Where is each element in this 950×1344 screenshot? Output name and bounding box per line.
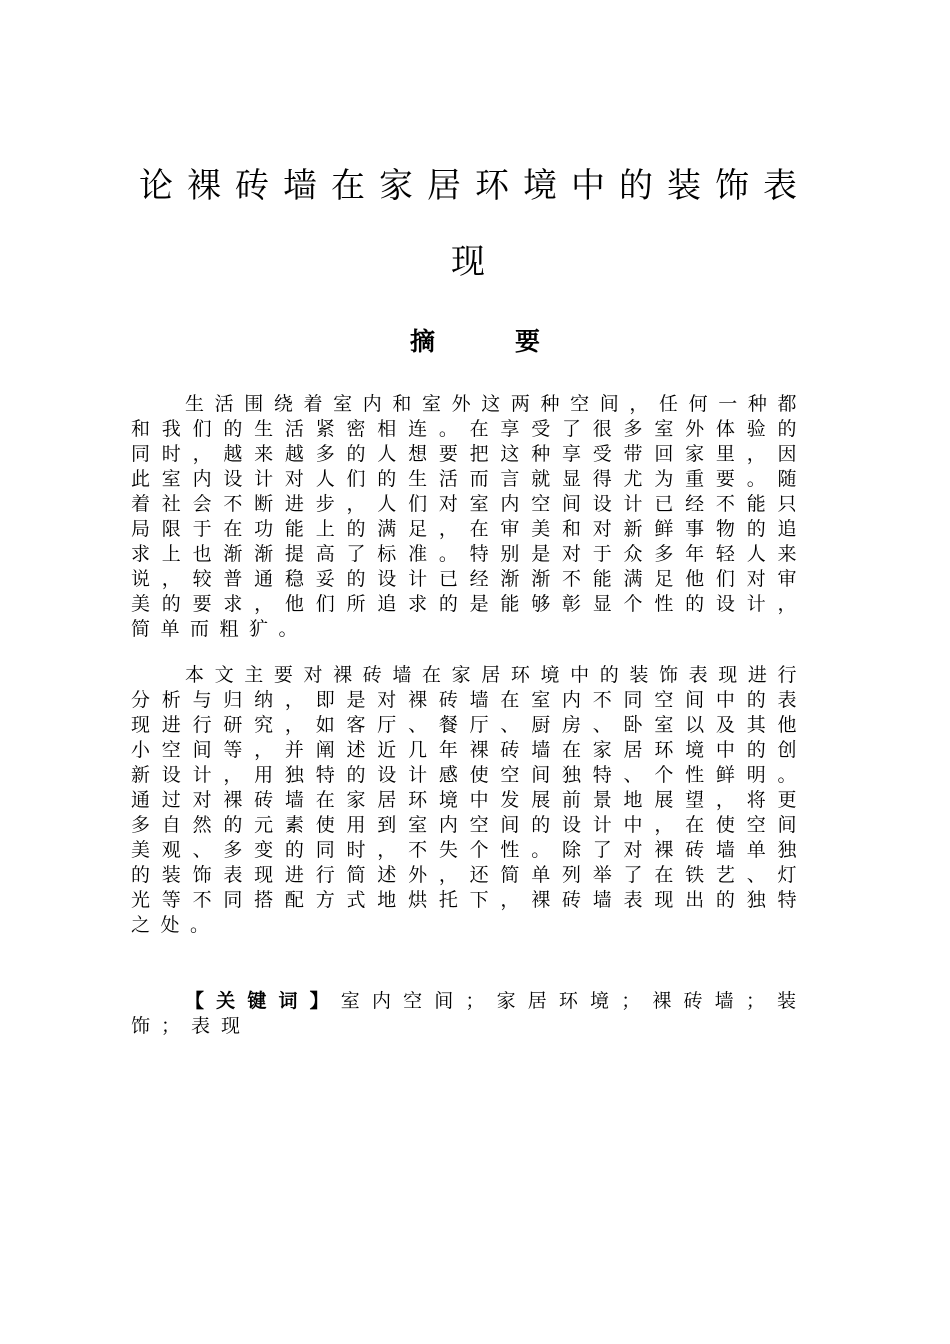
keywords-line bbox=[131, 989, 807, 1039]
abstract-heading: 摘要 bbox=[409, 327, 620, 356]
keywords-list: 室内空间；家居环境；裸砖墙；装饰；表现 bbox=[131, 990, 807, 1037]
abstract-paragraph-2: 本文主要对裸砖墙在家居环境中的装饰表现进行分析与归纳，即是对裸砖墙在室内不同空间中的表现进行研究，如客厅、餐厅、厨房、卧室以及其他小空间等，并阐述近几年裸砖墙在家居环境中的创新设计，用独特的设计感使空间独特、个性鲜明。通过对裸砖墙在家居环境中发展前景地展望，将更多自然的元素使用到室内空间的设计中，在使空间美观、多变的同时，不失个性。除了对裸砖墙单独的装饰表现进行简述外，还简单列举了在铁艺、灯光等不同搭配方式地烘托下，裸砖墙表现出的独特之处。 bbox=[131, 664, 807, 936]
document-title: 论裸砖墙在家居环境中的装饰表现 bbox=[139, 166, 811, 282]
abstract-paragraph-1: 生活围绕着室内和室外这两种空间，任何一种都和我们的生活紧密相连。在享受了很多室外体验的同时，越来越多的人想要把这种享受带回家里，因此室内设计对人们的生活而言就显得尤为重要。随着社会不断进步，人们对室内空间设计已经不能只局限于在功能上的满足，在审美和对新鲜事物的追求上也渐渐提高了标准。特别是对于众多年轻人来说，较普通稳妥的设计已经渐渐不能满足他们对审美的要求，他们所追求的是能够彰显个性的设计，简单而粗犷。 bbox=[131, 393, 807, 640]
keywords-label: 【关键词】 bbox=[185, 990, 341, 1012]
